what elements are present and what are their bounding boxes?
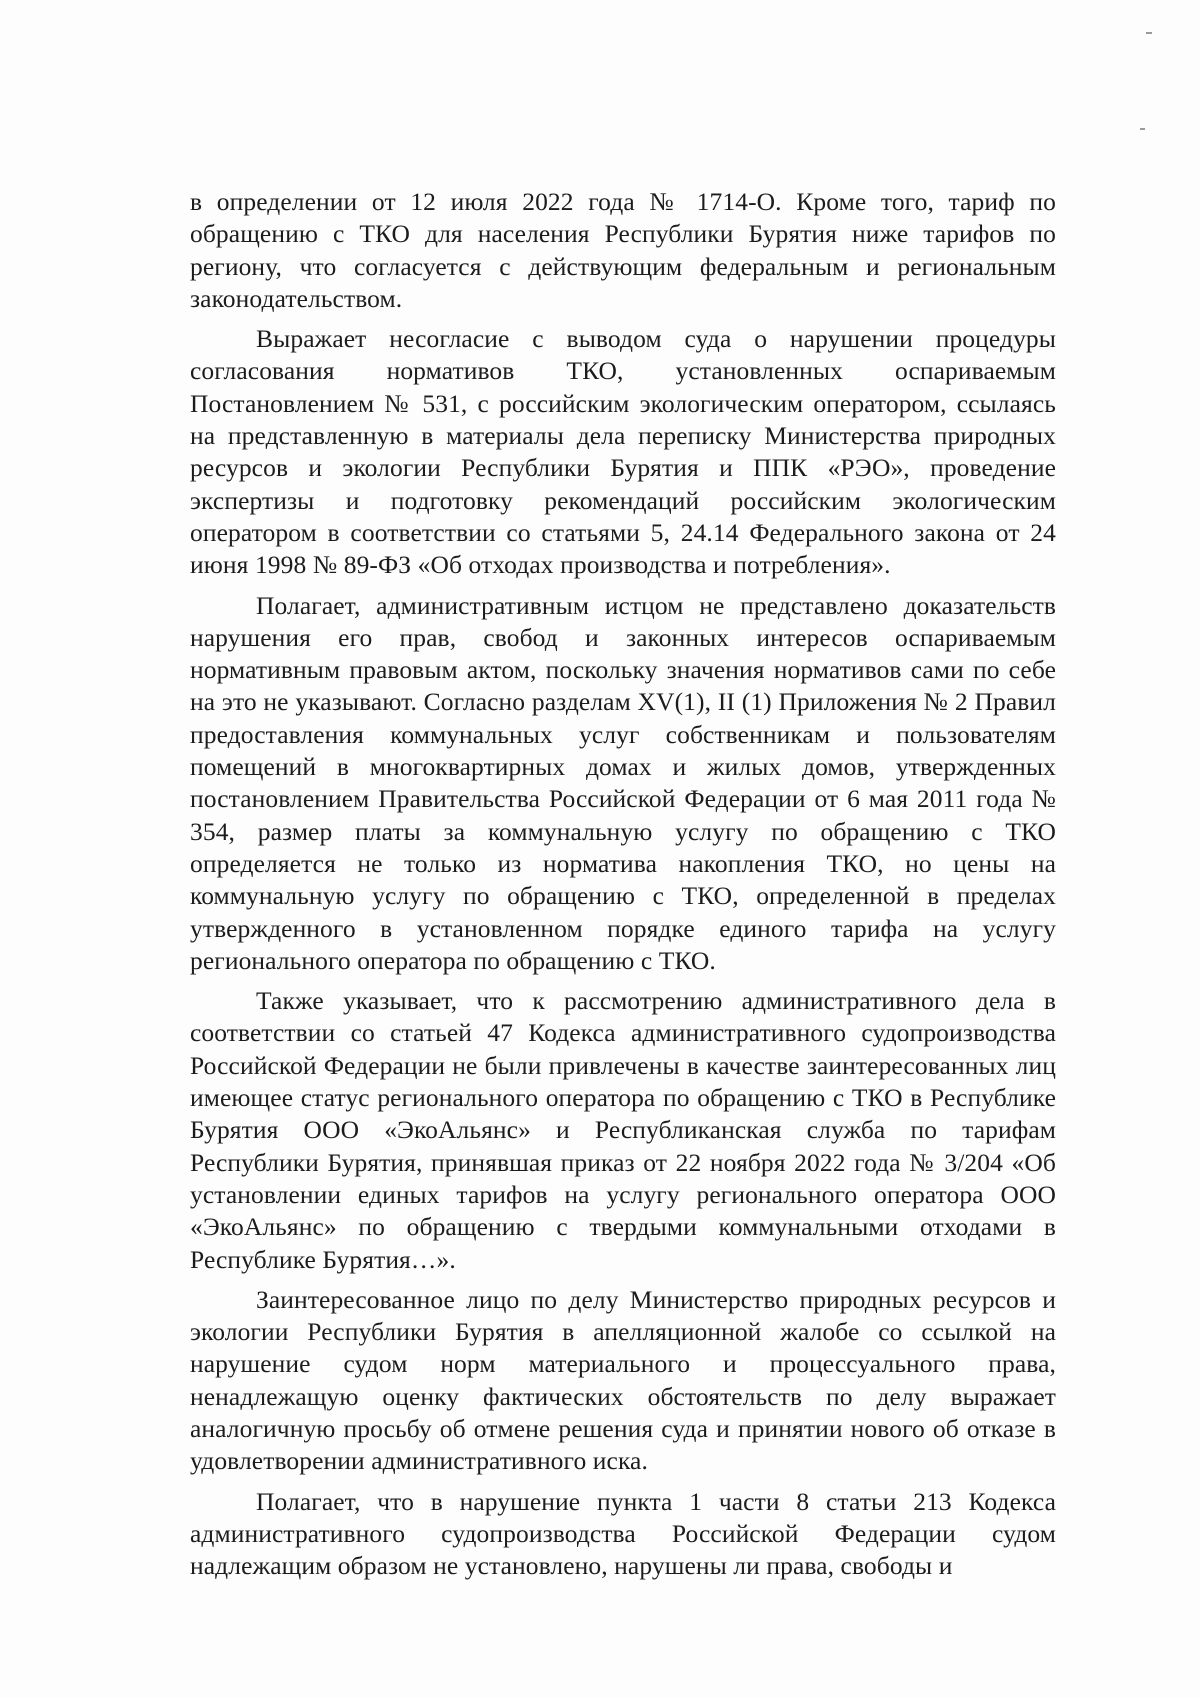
paragraph-violation-claim: Полагает, что в нарушение пункта 1 части 8 статьи 213 Кодекса административного судопроизводства Российской Федерации судом надлежащим образом не установлено, нарушены ли права, свободы и [190,1486,1056,1581]
paragraph-tariff-continuation: в определении от 12 июля 2022 года № 1714-О. Кроме того, тариф по обращению с ТКО для населения Республики Бурятия ниже тарифов по региону, что согласуется с действующим федеральным и региональным законодательством. [190,187,1056,313]
paragraph-ministry-appeal: Заинтересованное лицо по делу Министерство природных ресурсов и экологии Республики Бурятия в апелляционной жалобе со ссылкой на нарушение судом норм материального и процессуального права, ненадлежащую оценку фактических обстоятельств по делу выражает аналогичную просьбу об отмене решения суда и принятии нового об отказе в удовлетворении административного иска. [190,1284,1056,1476]
scan-artifact-right [1140,128,1145,130]
document-body [190,186,1056,1582]
paragraph-disagreement: Выражает несогласие с выводом суда о нарушении процедуры согласования нормативов ТКО, установленных оспариваемым Постановлением № 531, с российским экологическим оператором, ссылаясь на представленную в материалы дела переписку Министерства природных ресурсов и экологии Республики Бурятия и ППК «РЭО», проведение экспертизы и подготовку рекомендаций российским экологическим оператором в соответствии со статьями 5, 24.14 Федерального закона от 24 июня 1998 № 89-ФЗ «Об отходах производства и потребления». [190,324,1056,580]
paragraph-no-evidence: Полагает, административным истцом не представлено доказательств нарушения его прав, свобод и законных интересов оспариваемым нормативным правовым актом, поскольку значения нормативов сами по себе на это не указывают. Согласно разделам XV(1), II (1) Приложения № 2 Правил предоставления коммунальных услуг собственникам и пользователям помещений в многоквартирных домах и жилых домов, утвержденных постановлением Правительства Российской Федерации от 6 мая 2011 года № 354, размер платы за коммунальную услугу по обращению с ТКО определяется не только из норматива накопления ТКО, но цены на коммунальную услугу по обращению с ТКО, определенной в пределах утвержденного в установленном порядке единого тарифа на услугу регионального оператора по обращению с ТКО. [190,590,1056,975]
scan-artifact-top [1146,32,1152,34]
paragraph-interested-parties: Также указывает, что к рассмотрению административного дела в соответствии со статьей 47 Кодекса административного судопроизводства Российской Федерации не были привлечены в качестве заинтересованных лиц имеющее статус регионального оператора по обращению с ТКО в Республике Бурятия ООО «ЭкоАльянс» и Республиканская служба по тарифам Республики Бурятия, принявшая приказ от 22 ноября 2022 года № 3/204 «Об установлении единых тарифов на услугу регионального оператора ООО «ЭкоАльянс» по обращению с твердыми коммунальными отходами в Республике Бурятия…». [190,986,1056,1274]
